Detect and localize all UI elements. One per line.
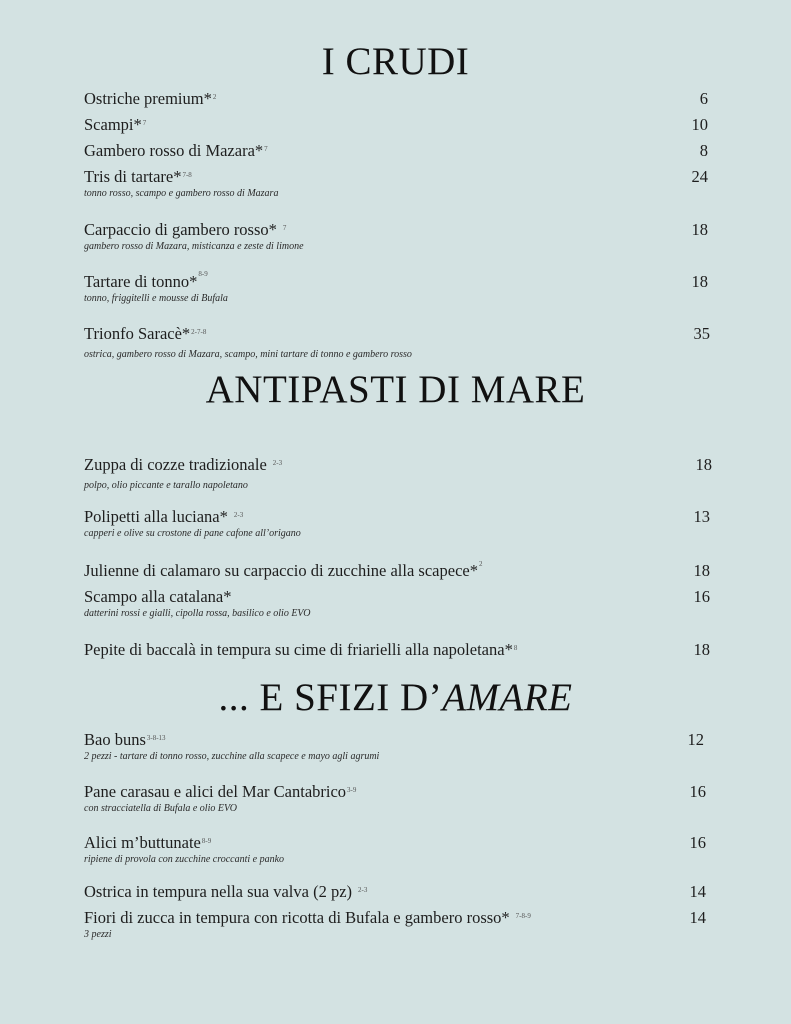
menu-item xyxy=(84,89,724,109)
item-name: Julienne di calamaro su carpaccio di zucchine alla scapece* xyxy=(84,561,478,580)
allergen-codes: 3-9 xyxy=(347,786,357,794)
section-title-italic: AMARE xyxy=(442,676,573,719)
menu-item xyxy=(84,782,724,815)
item-name: Alici m’buttunate xyxy=(84,833,201,852)
menu-item xyxy=(84,455,724,492)
menu-item xyxy=(84,115,724,135)
menu-item xyxy=(84,587,724,620)
item-price: 6 xyxy=(699,89,708,108)
allergen-codes: 2-7-8 xyxy=(191,328,207,336)
section-title-antipasti-di-mare: ANTIPASTI DI MARE xyxy=(205,368,586,411)
item-name: Scampi* xyxy=(84,115,142,134)
section-title-i-crudi: I CRUDI xyxy=(321,40,470,83)
allergen-codes: 8-9 xyxy=(201,837,212,845)
item-description: tonno rosso, scampo e gambero rosso di Mazara xyxy=(84,188,279,199)
item-name: Pepite di baccalà in tempura su cime di friarielli alla napoletana* xyxy=(84,640,513,659)
item-description: con stracciatella di Bufala e olio EVO xyxy=(84,803,238,814)
item-price: 14 xyxy=(689,882,706,901)
item-price: 8 xyxy=(699,141,708,160)
item-price: 18 xyxy=(691,220,708,239)
allergen-codes: 3-8-13 xyxy=(146,734,166,742)
item-description: ripiene di provola con zucchine croccanti e panko xyxy=(84,854,285,865)
menu-item xyxy=(84,640,724,660)
item-description: 3 pezzi xyxy=(84,929,112,940)
item-description: gambero rosso di Mazara, misticanza e zeste di limone xyxy=(84,241,304,252)
item-price: 35 xyxy=(693,324,710,343)
item-name: Ostriche premium* xyxy=(84,89,212,108)
item-name: Polipetti alla luciana* xyxy=(84,507,228,526)
item-name: Tris di tartare* xyxy=(84,167,182,186)
item-description: datterini rossi e gialli, cipolla rossa, basilico e olio EVO xyxy=(84,608,311,619)
section-title-prefix: ... E SFIZI D’ xyxy=(218,676,443,719)
item-description: 2 pezzi - tartare di tonno rosso, zucchine alla scapece e mayo agli agrumi xyxy=(84,751,380,762)
allergen-codes: 2 xyxy=(212,93,217,101)
allergen-codes: 7 xyxy=(264,145,268,153)
menu-item xyxy=(84,730,724,763)
allergen-codes: 8 xyxy=(513,644,518,652)
item-price: 12 xyxy=(687,730,704,749)
menu-item xyxy=(84,507,724,540)
item-description: tonno, friggitelli e mousse di Bufala xyxy=(84,293,228,304)
allergen-codes: 2-3 xyxy=(358,886,368,894)
allergen-codes: 8-9 xyxy=(198,270,208,278)
item-name: Bao buns xyxy=(84,730,146,749)
allergen-codes: 2 xyxy=(478,560,483,568)
item-description: ostrica, gambero rosso di Mazara, scampo, mini tartare di tonno e gambero rosso xyxy=(84,349,412,360)
menu-item xyxy=(84,141,724,161)
menu-item xyxy=(84,220,724,253)
item-price: 18 xyxy=(693,640,710,659)
allergen-codes: 7 xyxy=(142,119,147,127)
item-price: 14 xyxy=(689,908,706,927)
item-name: Gambero rosso di Mazara* xyxy=(84,141,264,160)
item-name: Carpaccio di gambero rosso* xyxy=(84,220,277,239)
item-name: Fiori di zucca in tempura con ricotta di Bufala e gambero rosso* xyxy=(84,908,510,927)
item-description: capperi e olive su crostone di pane cafone all’origano xyxy=(84,528,301,539)
item-name: Trionfo Saracè* xyxy=(84,324,191,343)
allergen-codes: 2-3 xyxy=(272,459,283,467)
item-price: 18 xyxy=(695,455,712,474)
item-price: 18 xyxy=(693,561,710,580)
item-name: Scampo alla catalana* xyxy=(84,587,232,606)
menu-item xyxy=(84,561,724,581)
menu-item xyxy=(84,272,724,305)
menu-item xyxy=(84,882,724,902)
allergen-codes: 7-8 xyxy=(182,171,192,179)
item-name: Tartare di tonno* xyxy=(84,272,198,291)
item-name: Zuppa di cozze tradizionale xyxy=(84,455,267,474)
item-price: 18 xyxy=(691,272,708,291)
allergen-codes: 7-8-9 xyxy=(515,912,531,920)
item-description: polpo, olio piccante e tarallo napoletano xyxy=(84,480,248,491)
menu-item xyxy=(84,167,724,200)
menu-item xyxy=(84,324,724,361)
item-price: 16 xyxy=(689,782,706,801)
item-price: 16 xyxy=(689,833,706,852)
item-price: 13 xyxy=(693,507,710,526)
menu-item xyxy=(84,908,724,941)
item-price: 10 xyxy=(691,115,708,134)
item-price: 16 xyxy=(693,587,710,606)
item-name: Pane carasau e alici del Mar Cantabrico xyxy=(84,782,347,801)
item-name: Ostrica in tempura nella sua valva (2 pz) xyxy=(84,882,353,901)
allergen-codes: 7 xyxy=(282,224,287,232)
section-title-sfizi-damare xyxy=(0,676,791,720)
allergen-codes: 2-3 xyxy=(233,511,244,519)
item-price: 24 xyxy=(691,167,708,186)
menu-item xyxy=(84,833,724,866)
